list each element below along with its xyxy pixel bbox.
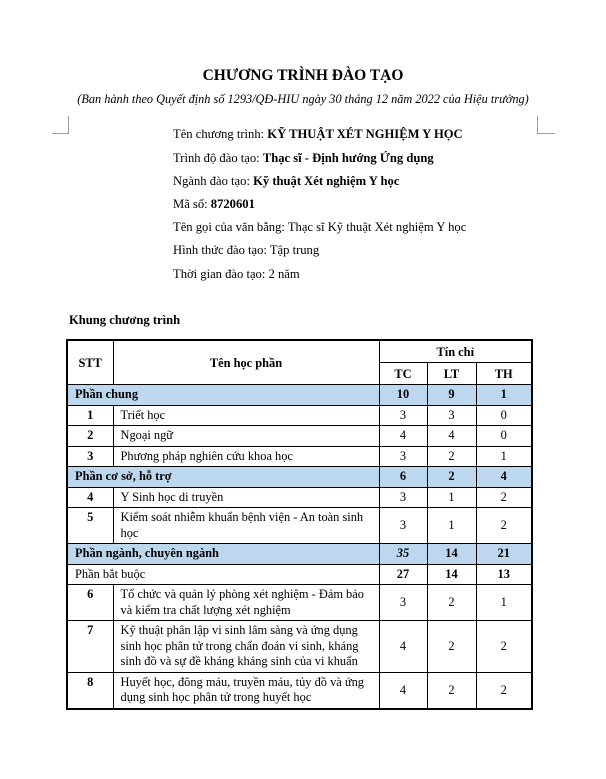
info-value: Thạc sĩ Kỹ thuật Xét nghiệm Y học: [287, 220, 467, 235]
section-heading: Khung chương trình: [69, 312, 181, 327]
th-value-cell: 13: [476, 564, 532, 585]
lt-value-cell: 1: [427, 487, 476, 508]
course-name-cell: Huyết học, đông máu, truyền máu, tủy đồ và ứng dụng sinh học phân tử trong huyết học: [113, 672, 379, 709]
section-name-cell: Phần cơ sở, hỗ trợ: [67, 467, 379, 488]
info-label: Tên chương trình:: [173, 127, 268, 142]
info-label: Hình thức đào tạo:: [173, 243, 270, 258]
tc-value-cell: 35: [379, 544, 427, 565]
th-value-cell: 1: [476, 385, 532, 406]
course-name-cell: Tổ chức và quản lý phòng xét nghiệm - Đảm bảo và kiểm tra chất lượng xét nghiệm: [113, 585, 379, 621]
info-value: 2 năm: [268, 266, 300, 281]
document-page: [0, 66, 606, 710]
tc-value-cell: 4: [379, 672, 427, 709]
info-label: Mã số:: [173, 196, 211, 211]
th-value-cell: 1: [476, 585, 532, 621]
info-label: Ngành đào tạo:: [173, 173, 254, 188]
course-number-cell: 2: [67, 426, 113, 447]
course-name-cell: Kỹ thuật phân lập vi sinh lâm sàng và ứng dụng sinh học phân tử trong chẩn đoán vi sinh, kháng sinh đồ và sự đề kháng kháng sinh của vi khuẩn: [113, 621, 379, 673]
info-line: [173, 123, 537, 146]
course-row: [67, 487, 532, 508]
lt-value-cell: 1: [427, 508, 476, 544]
course-number-cell: 5: [67, 508, 113, 544]
th-value-cell: 2: [476, 672, 532, 709]
course-row: [67, 585, 532, 621]
lt-value-cell: 2: [427, 467, 476, 488]
lt-value-cell: 4: [427, 426, 476, 447]
lt-value-cell: 9: [427, 385, 476, 406]
course-number-cell: 3: [67, 446, 113, 467]
th-value-cell: 4: [476, 467, 532, 488]
course-number-cell: 1: [67, 405, 113, 426]
program-info-list: [173, 123, 537, 285]
th-value-cell: 2: [476, 487, 532, 508]
tc-value-cell: 4: [379, 621, 427, 673]
info-value: 8720601: [210, 196, 255, 211]
margin-crop-mark-top-left: [52, 116, 69, 134]
credits-header: Tín chỉ: [379, 340, 532, 363]
course-row: [67, 672, 532, 709]
tc-value-cell: 10: [379, 385, 427, 406]
info-label: Trình độ đào tạo:: [173, 150, 263, 165]
course-name-cell: Triết học: [113, 405, 379, 426]
info-value: KỸ THUẬT XÉT NGHIỆM Y HỌC: [267, 127, 463, 142]
course-number-cell: 6: [67, 585, 113, 621]
section-row: [67, 385, 532, 406]
info-line: [173, 239, 537, 262]
lt-value-cell: 2: [427, 621, 476, 673]
margin-crop-mark-top-right: [537, 116, 555, 134]
section-name-cell: Phần bắt buộc: [67, 564, 379, 585]
tc-value-cell: 3: [379, 446, 427, 467]
th-value-cell: 0: [476, 405, 532, 426]
section-row: [67, 544, 532, 565]
lt-value-cell: 3: [427, 405, 476, 426]
section-name-cell: Phần ngành, chuyên ngành: [67, 544, 379, 565]
tc-value-cell: 3: [379, 585, 427, 621]
course-row: [67, 621, 532, 673]
course-row: [67, 508, 532, 544]
curriculum-table: [66, 339, 533, 710]
info-value: Tập trung: [269, 243, 320, 258]
lt-value-cell: 2: [427, 672, 476, 709]
th-value-cell: 1: [476, 446, 532, 467]
course-name-cell: Ngoại ngữ: [113, 426, 379, 447]
tc-value-cell: 27: [379, 564, 427, 585]
info-value: Thạc sĩ - Định hướng Ứng dụng: [262, 150, 434, 165]
info-line: [173, 193, 537, 216]
lt-value-cell: 14: [427, 564, 476, 585]
course-number-cell: 8: [67, 672, 113, 709]
info-value: Kỹ thuật Xét nghiệm Y học: [253, 173, 400, 188]
stt-header: STT: [67, 340, 113, 385]
table-header-row: [67, 340, 532, 363]
info-line: [173, 147, 537, 170]
th-value-cell: 2: [476, 508, 532, 544]
section-name-cell: Phần chung: [67, 385, 379, 406]
th-value-cell: 21: [476, 544, 532, 565]
page-title: CHƯƠNG TRÌNH ĐÀO TẠO: [202, 67, 404, 84]
tc-value-cell: 4: [379, 426, 427, 447]
page-subtitle: (Ban hành theo Quyết định số 1293/QĐ-HIU ngày 30 tháng 12 năm 2022 của Hiệu trưởng): [77, 92, 529, 107]
tc-value-cell: 3: [379, 508, 427, 544]
course-row: [67, 426, 532, 447]
course-number-cell: 4: [67, 487, 113, 508]
course-name-header: Tên học phần: [113, 340, 379, 385]
tc-header: TC: [379, 363, 427, 385]
info-line: [173, 216, 537, 239]
th-header: TH: [476, 363, 532, 385]
course-name-cell: Kiểm soát nhiễm khuẩn bệnh viện - An toàn sinh học: [113, 508, 379, 544]
section-row: [67, 467, 532, 488]
course-table-body: [67, 385, 532, 709]
info-line: [173, 263, 537, 286]
course-name-cell: Y Sinh học di truyền: [113, 487, 379, 508]
lt-value-cell: 2: [427, 585, 476, 621]
lt-header: LT: [427, 363, 476, 385]
course-name-cell: Phương pháp nghiên cứu khoa học: [113, 446, 379, 467]
course-row: [67, 405, 532, 426]
course-row: [67, 446, 532, 467]
info-line: [173, 170, 537, 193]
th-value-cell: 2: [476, 621, 532, 673]
th-value-cell: 0: [476, 426, 532, 447]
lt-value-cell: 14: [427, 544, 476, 565]
info-label: Thời gian đào tạo:: [173, 266, 269, 281]
tc-value-cell: 6: [379, 467, 427, 488]
tc-value-cell: 3: [379, 405, 427, 426]
info-label: Tên gọi của văn bằng:: [173, 220, 288, 235]
lt-value-cell: 2: [427, 446, 476, 467]
tc-value-cell: 3: [379, 487, 427, 508]
section-row: [67, 564, 532, 585]
course-number-cell: 7: [67, 621, 113, 673]
